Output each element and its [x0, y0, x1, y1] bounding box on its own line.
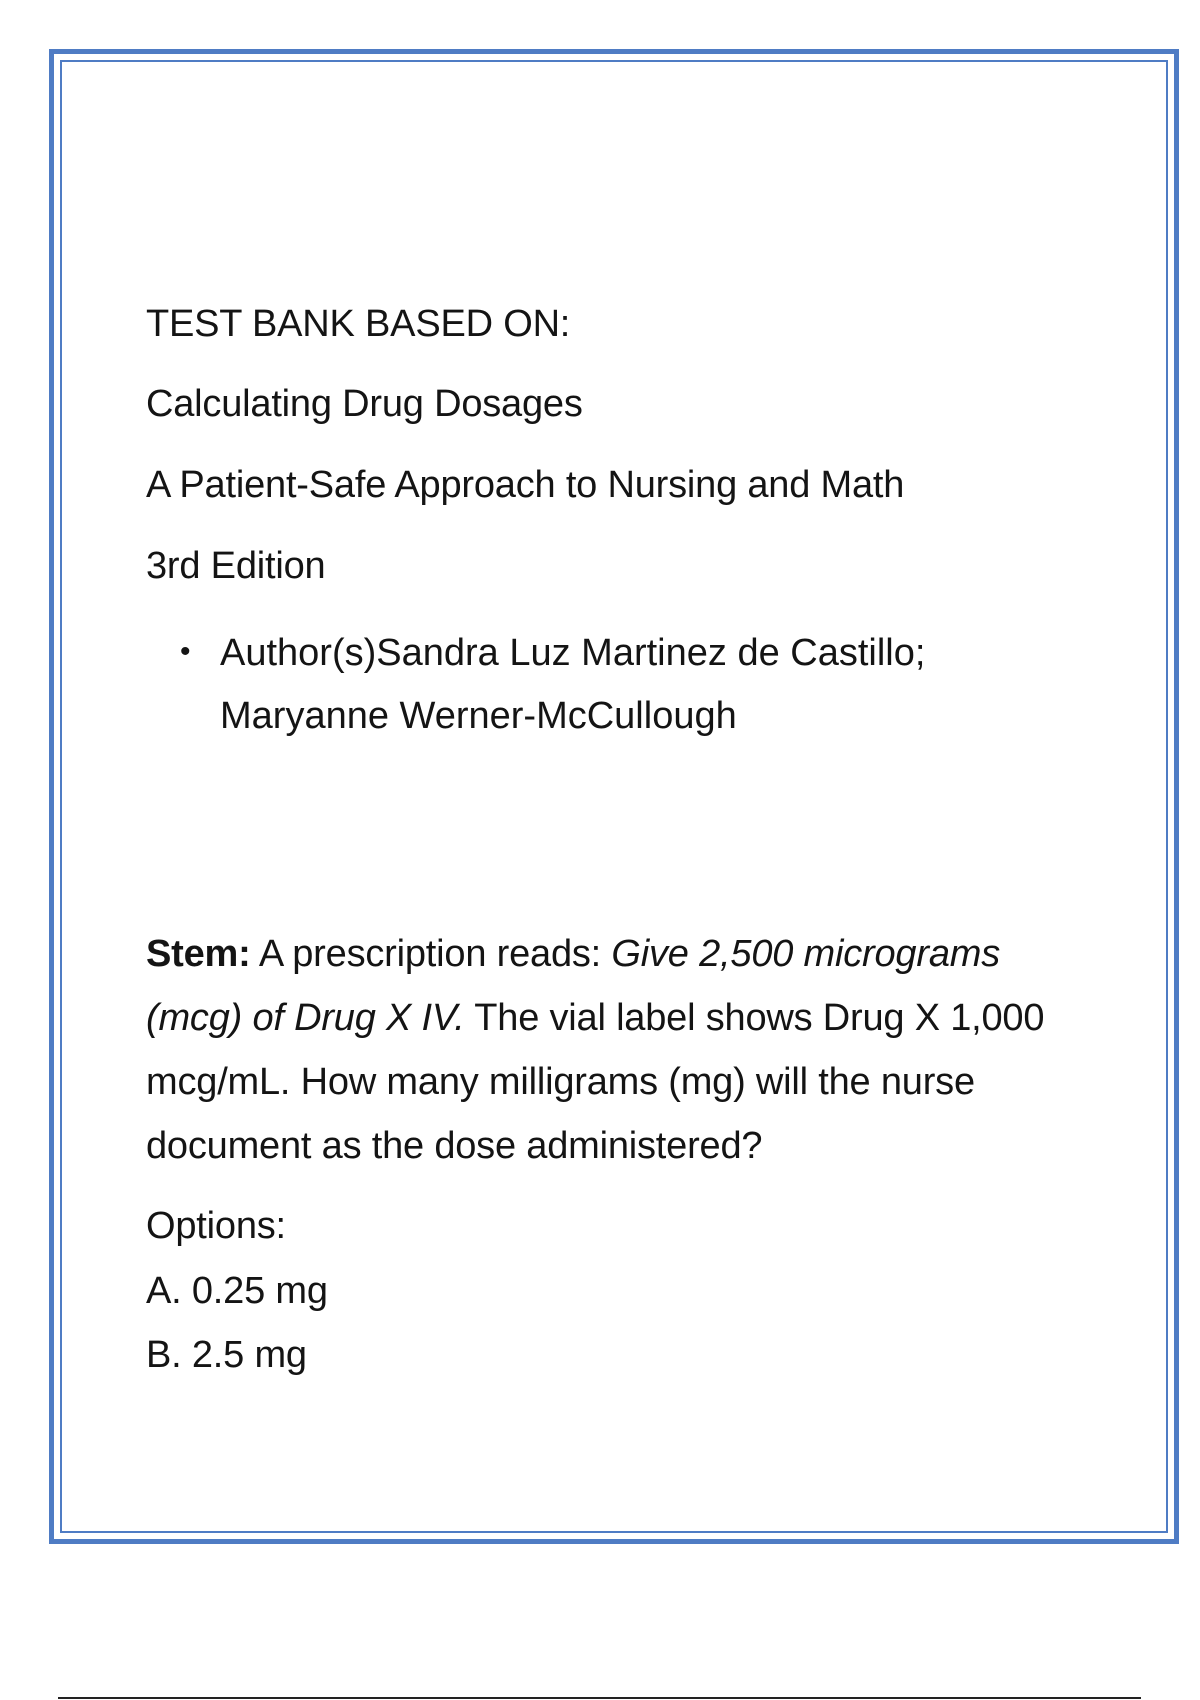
option-a: A. 0.25 mg — [146, 1270, 328, 1312]
book-title: Calculating Drug Dosages — [146, 383, 583, 425]
book-edition: 3rd Edition — [146, 545, 326, 587]
footer-divider — [58, 1697, 1141, 1699]
test-bank-heading: TEST BANK BASED ON: — [146, 303, 571, 345]
page-frame-inner-border — [60, 60, 1168, 1533]
question-stem — [146, 922, 1106, 1178]
option-b: B. 2.5 mg — [146, 1334, 307, 1376]
stem-text-intro: A prescription reads: — [250, 933, 612, 975]
book-subtitle: A Patient-Safe Approach to Nursing and Math — [146, 464, 905, 506]
stem-text-question: The vial label shows Drug X 1,000 mcg/mL. How many milligrams (mg) will the nurse document as the dose administered? — [146, 997, 1045, 1167]
stem-prescription: Give 2,500 micrograms (mcg) of Drug X IV. — [146, 933, 1001, 1039]
author-names: Author(s)Sandra Luz Martinez de Castillo; Maryanne Werner-McCullough — [220, 632, 926, 737]
options-label: Options: — [146, 1205, 286, 1247]
page-frame-outer-border — [49, 49, 1179, 1544]
stem-label: Stem: — [146, 933, 251, 975]
bullet-icon: • — [180, 635, 191, 668]
